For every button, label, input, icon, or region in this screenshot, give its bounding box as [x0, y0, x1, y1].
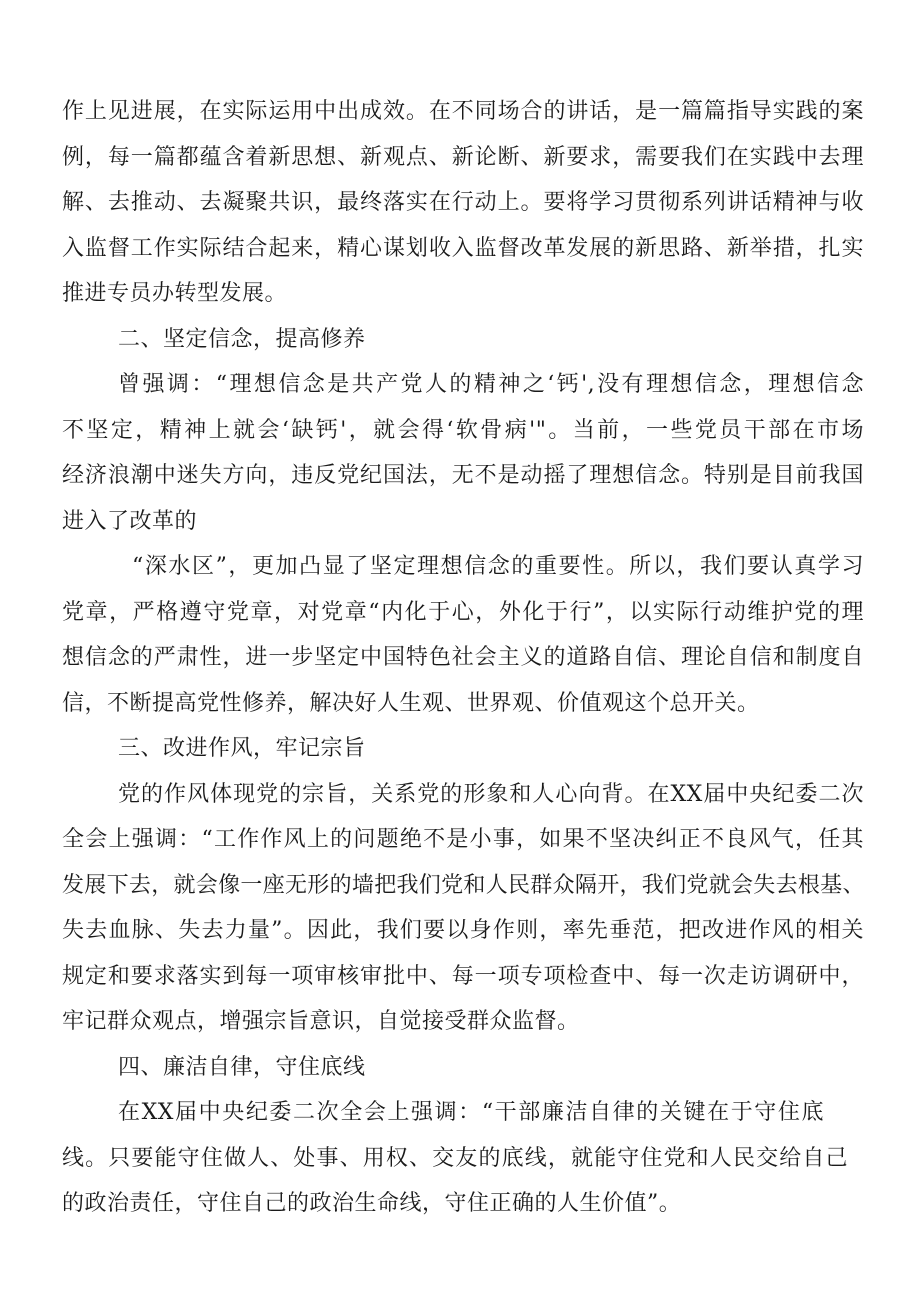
- paragraph-line: 不坚定，精神上就会‘缺钙'，就会得‘软骨病'"。当前，一些党员干部在市场: [62, 418, 864, 443]
- paragraph-line: 解、去推动、去凝聚共识，最终落实在行动上。要将学习贯彻系列讲话精神与收: [62, 190, 864, 215]
- paragraph-line: 进入了改革的: [62, 509, 198, 534]
- paragraph-line: 经济浪潮中迷失方向，违反党纪国法，无不是动摇了理想信念。特别是目前我国: [62, 463, 864, 488]
- section-heading: 四、廉洁自律，守住底线: [118, 1055, 366, 1080]
- paragraph-line: 信，不断提高党性修养，解决好人生观、世界观、价值观这个总开关。: [62, 691, 760, 716]
- section-heading: 三、改进作风，牢记宗旨: [118, 736, 366, 761]
- paragraph-line: 作上见进展，在实际运用中出成效。在不同场合的讲话，是一篇篇指导实践的案: [62, 99, 864, 124]
- paragraph-line: 入监督工作实际结合起来，精心谋划收入监督改革发展的新思路、新举措，扎实: [62, 236, 864, 261]
- paragraph-line: 发展下去，就会像一座无形的墙把我们党和人民群众隔开，我们党就会失去根基、: [62, 873, 864, 898]
- paragraph-line: 牢记群众观点，增强宗旨意识，自觉接受群众监督。: [62, 1009, 580, 1034]
- paragraph-line: 在XX届中央纪委二次全会上强调：“干部廉洁自律的关键在于守住底: [118, 1100, 824, 1125]
- paragraph-line: 想信念的严肃性，进一步坚定中国特色社会主义的道路自信、理论自信和制度自: [62, 645, 864, 670]
- paragraph-line: 曾强调：“理想信念是共产党人的精神之‘钙',没有理想信念，理想信念: [118, 372, 864, 397]
- paragraph-line: 规定和要求落实到每一项审核审批中、每一项专项检查中、每一次走访调研中，: [62, 964, 864, 989]
- paragraph-line: 例，每一篇都蕴含着新思想、新观点、新论断、新要求，需要我们在实践中去理: [62, 145, 864, 170]
- section-heading: 二、坚定信念，提高修养: [118, 327, 366, 352]
- paragraph-line: 线。只要能守住做人、处事、用权、交友的底线，就能守住党和人民交给自己: [62, 1146, 848, 1171]
- paragraph-line: 的政治责任，守住自己的政治生命线，守住正确的人生价值”。: [62, 1191, 682, 1216]
- paragraph-line: 全会上强调：“工作作风上的问题绝不是小事，如果不坚决纠正不良风气，任其: [62, 827, 864, 852]
- paragraph-line: 失去血脉、失去力量”。因此，我们要以身作则，率先垂范，把改进作风的相关: [62, 918, 864, 943]
- paragraph-line: 推进专员办转型发展。: [62, 281, 288, 306]
- paragraph-line: 党的作风体现党的宗旨，关系党的形象和人心向背。在XX届中央纪委二次: [118, 782, 864, 807]
- paragraph-line: “深水区”，更加凸显了坚定理想信念的重要性。所以，我们要认真学习: [132, 554, 864, 579]
- paragraph-line: 党章，严格遵守党章，对党章“内化于心，外化于行”，以实际行动维护党的理: [62, 600, 864, 625]
